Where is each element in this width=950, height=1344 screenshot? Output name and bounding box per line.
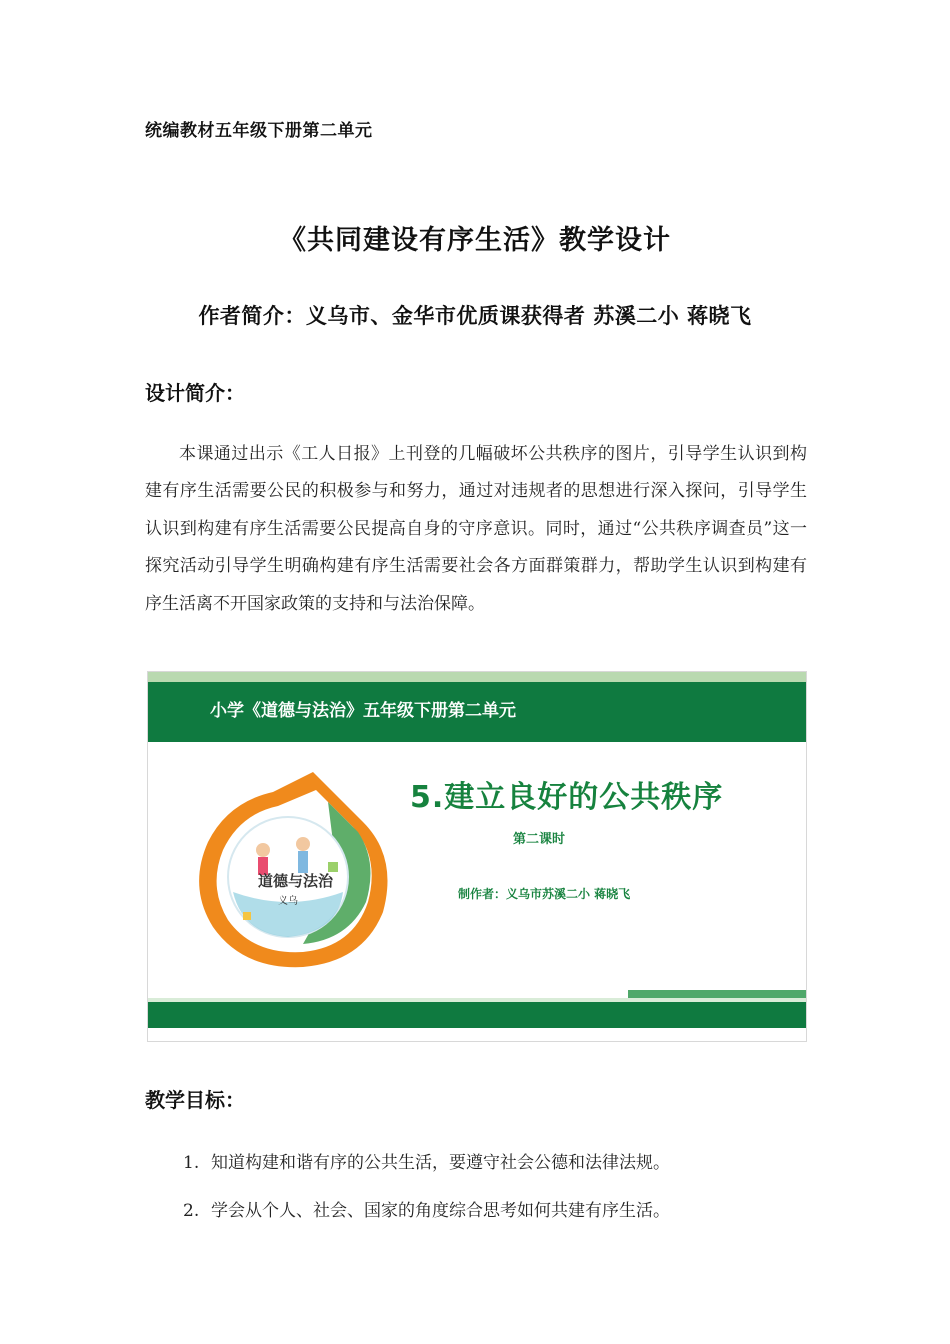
objective-text: 知道构建和谐有序的公共生活，要遵守社会公德和法律法规。 xyxy=(211,1153,670,1173)
objective-item xyxy=(183,1148,670,1173)
author-intro: 作者简介：义乌市、金华市优质课获得者 苏溪二小 蒋晓飞 xyxy=(198,304,752,328)
slide-period: 第二课时 xyxy=(513,832,566,847)
logo-graphic xyxy=(188,762,398,972)
slide-header-accent xyxy=(148,672,806,682)
logo-subtext: 义乌 xyxy=(278,896,298,907)
objective-text: 学会从个人、社会、国家的角度综合思考如何共建有序生活。 xyxy=(211,1201,670,1221)
slide-maker: 制作者：义乌市苏溪二小 蒋晓飞 xyxy=(458,887,631,901)
document-title: 《共同建设有序生活》教学设计 xyxy=(279,225,671,256)
objective-number: 1. xyxy=(183,1153,200,1173)
design-intro-heading: 设计简介： xyxy=(145,381,245,405)
objectives-heading: 教学目标： xyxy=(145,1088,245,1112)
slide-subtitle: 小学《道德与法治》五年级下册第二单元 xyxy=(210,701,516,721)
slide-image xyxy=(147,671,807,1042)
logo-text: 道德与法治 xyxy=(258,872,334,890)
slide-main-title: 5.建立良好的公共秩序 xyxy=(410,780,724,815)
objective-number: 2. xyxy=(183,1201,200,1221)
design-intro-paragraph: 本课通过出示《工人日报》上刊登的几幅破坏公共秩序的图片，引导学生认识到构建有序生活需要公民的积极参与和努力，通过对违规者的思想进行深入探问，引导学生认识到构建有序生活需要公民提高自身的守序意识。同时，通过“公共秩序调查员”这一探究活动引导学生明确构建有序生活需要社会各方面群策群力，帮助学生认识到构建有序生活离不开国家政策的支持和与法治保障。 xyxy=(145,444,807,614)
slide-footer-accent xyxy=(628,990,806,998)
objective-item xyxy=(183,1196,670,1221)
slide-footer-bar xyxy=(148,1002,806,1028)
unit-label: 统编教材五年级下册第二单元 xyxy=(145,121,373,141)
